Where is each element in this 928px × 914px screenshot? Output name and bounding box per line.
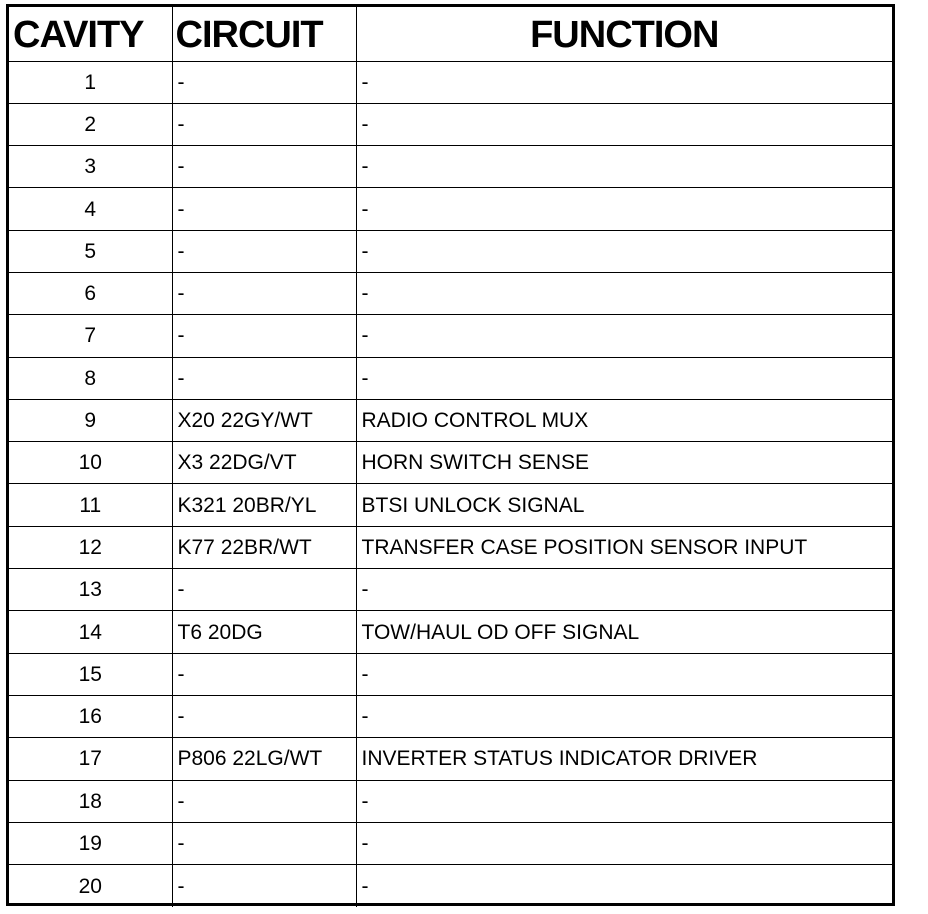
table-row (9, 230, 892, 272)
header-circuit: CIRCUIT (172, 7, 356, 61)
circuit-cell: - (172, 695, 356, 737)
function-cell: - (356, 146, 892, 188)
function-cell: TRANSFER CASE POSITION SENSOR INPUT (356, 526, 892, 568)
cavity-cell: 7 (9, 315, 172, 357)
header-cavity: CAVITY (9, 7, 172, 61)
cavity-cell: 18 (9, 780, 172, 822)
function-cell: - (356, 272, 892, 314)
table-row (9, 865, 892, 907)
function-cell: HORN SWITCH SENSE (356, 442, 892, 484)
circuit-cell: - (172, 357, 356, 399)
circuit-cell: K321 20BR/YL (172, 484, 356, 526)
table-row (9, 188, 892, 230)
circuit-cell: T6 20DG (172, 611, 356, 653)
connector-pinout-table (6, 4, 895, 906)
cavity-cell: 5 (9, 230, 172, 272)
table-row (9, 357, 892, 399)
table-row (9, 822, 892, 864)
table-row (9, 738, 892, 780)
cavity-cell: 19 (9, 822, 172, 864)
table-row (9, 146, 892, 188)
circuit-cell: - (172, 653, 356, 695)
function-cell: - (356, 822, 892, 864)
function-cell: INVERTER STATUS INDICATOR DRIVER (356, 738, 892, 780)
table-row (9, 272, 892, 314)
circuit-cell: - (172, 61, 356, 103)
circuit-cell: - (172, 315, 356, 357)
function-cell: TOW/HAUL OD OFF SIGNAL (356, 611, 892, 653)
cavity-cell: 15 (9, 653, 172, 695)
table-body (9, 61, 892, 907)
header-row (9, 7, 892, 61)
cavity-cell: 11 (9, 484, 172, 526)
table-row (9, 442, 892, 484)
function-cell: - (356, 357, 892, 399)
function-cell: BTSI UNLOCK SIGNAL (356, 484, 892, 526)
cavity-cell: 9 (9, 399, 172, 441)
table-row (9, 484, 892, 526)
circuit-cell: - (172, 272, 356, 314)
cavity-cell: 10 (9, 442, 172, 484)
cavity-cell: 1 (9, 61, 172, 103)
circuit-cell: - (172, 865, 356, 907)
circuit-cell: - (172, 822, 356, 864)
cavity-cell: 16 (9, 695, 172, 737)
pinout-table (9, 7, 892, 907)
circuit-cell: - (172, 188, 356, 230)
table-row (9, 61, 892, 103)
cavity-cell: 8 (9, 357, 172, 399)
circuit-cell: - (172, 146, 356, 188)
cavity-cell: 13 (9, 569, 172, 611)
function-cell: - (356, 780, 892, 822)
cavity-cell: 3 (9, 146, 172, 188)
table-row (9, 653, 892, 695)
circuit-cell: - (172, 780, 356, 822)
function-cell: RADIO CONTROL MUX (356, 399, 892, 441)
circuit-cell: P806 22LG/WT (172, 738, 356, 780)
table-row (9, 103, 892, 145)
function-cell: - (356, 103, 892, 145)
table-row (9, 399, 892, 441)
circuit-cell: - (172, 569, 356, 611)
circuit-cell: X20 22GY/WT (172, 399, 356, 441)
circuit-cell: - (172, 230, 356, 272)
function-cell: - (356, 653, 892, 695)
cavity-cell: 6 (9, 272, 172, 314)
function-cell: - (356, 230, 892, 272)
table-row (9, 611, 892, 653)
table-row (9, 315, 892, 357)
circuit-cell: - (172, 103, 356, 145)
table-row (9, 780, 892, 822)
cavity-cell: 14 (9, 611, 172, 653)
function-cell: - (356, 315, 892, 357)
table-row (9, 569, 892, 611)
cavity-cell: 17 (9, 738, 172, 780)
circuit-cell: X3 22DG/VT (172, 442, 356, 484)
cavity-cell: 4 (9, 188, 172, 230)
header-function: FUNCTION (356, 7, 892, 61)
cavity-cell: 12 (9, 526, 172, 568)
circuit-cell: K77 22BR/WT (172, 526, 356, 568)
function-cell: - (356, 865, 892, 907)
cavity-cell: 20 (9, 865, 172, 907)
function-cell: - (356, 569, 892, 611)
cavity-cell: 2 (9, 103, 172, 145)
function-cell: - (356, 695, 892, 737)
function-cell: - (356, 188, 892, 230)
function-cell: - (356, 61, 892, 103)
table-row (9, 526, 892, 568)
table-row (9, 695, 892, 737)
